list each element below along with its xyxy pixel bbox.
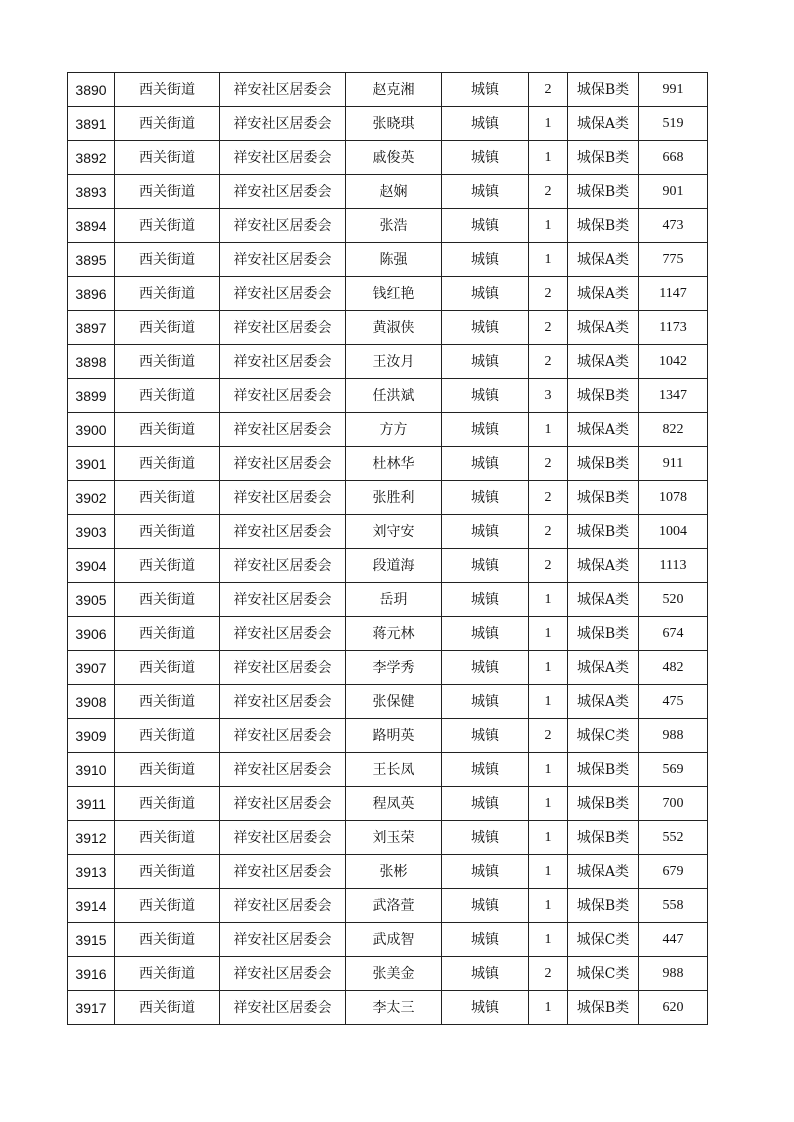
household-count-cell: 2 (529, 345, 568, 379)
category-cell: 城保A类 (568, 345, 639, 379)
amount-cell: 447 (639, 923, 708, 957)
household-count-cell: 1 (529, 889, 568, 923)
street-cell: 西关街道 (115, 345, 220, 379)
row-id-cell: 3892 (68, 141, 115, 175)
category-cell: 城保A类 (568, 855, 639, 889)
category-cell: 城保B类 (568, 447, 639, 481)
household-count-cell: 2 (529, 515, 568, 549)
category-cell: 城保B类 (568, 379, 639, 413)
household-count-cell: 1 (529, 923, 568, 957)
committee-cell: 祥安社区居委会 (220, 855, 346, 889)
table-row (68, 345, 708, 379)
row-id-cell: 3896 (68, 277, 115, 311)
street-cell: 西关街道 (115, 209, 220, 243)
household-count-cell: 1 (529, 787, 568, 821)
category-cell: 城保B类 (568, 991, 639, 1025)
area-type-cell: 城镇 (442, 209, 529, 243)
amount-cell: 1042 (639, 345, 708, 379)
name-cell: 程凤英 (346, 787, 442, 821)
name-cell: 任洪斌 (346, 379, 442, 413)
name-cell: 武成智 (346, 923, 442, 957)
row-id-cell: 3916 (68, 957, 115, 991)
name-cell: 张浩 (346, 209, 442, 243)
table-row (68, 311, 708, 345)
area-type-cell: 城镇 (442, 379, 529, 413)
street-cell: 西关街道 (115, 277, 220, 311)
area-type-cell: 城镇 (442, 243, 529, 277)
row-id-cell: 3899 (68, 379, 115, 413)
committee-cell: 祥安社区居委会 (220, 311, 346, 345)
amount-cell: 1078 (639, 481, 708, 515)
row-id-cell: 3904 (68, 549, 115, 583)
table-row (68, 753, 708, 787)
category-cell: 城保B类 (568, 175, 639, 209)
area-type-cell: 城镇 (442, 855, 529, 889)
table-row (68, 583, 708, 617)
name-cell: 张保健 (346, 685, 442, 719)
committee-cell: 祥安社区居委会 (220, 583, 346, 617)
household-count-cell: 2 (529, 277, 568, 311)
street-cell: 西关街道 (115, 379, 220, 413)
committee-cell: 祥安社区居委会 (220, 175, 346, 209)
name-cell: 杜林华 (346, 447, 442, 481)
name-cell: 陈强 (346, 243, 442, 277)
amount-cell: 901 (639, 175, 708, 209)
category-cell: 城保B类 (568, 141, 639, 175)
household-count-cell: 1 (529, 685, 568, 719)
street-cell: 西关街道 (115, 855, 220, 889)
street-cell: 西关街道 (115, 447, 220, 481)
name-cell: 方方 (346, 413, 442, 447)
street-cell: 西关街道 (115, 719, 220, 753)
row-id-cell: 3901 (68, 447, 115, 481)
row-id-cell: 3903 (68, 515, 115, 549)
household-count-cell: 1 (529, 209, 568, 243)
committee-cell: 祥安社区居委会 (220, 209, 346, 243)
amount-cell: 775 (639, 243, 708, 277)
row-id-cell: 3914 (68, 889, 115, 923)
street-cell: 西关街道 (115, 583, 220, 617)
name-cell: 刘玉荣 (346, 821, 442, 855)
street-cell: 西关街道 (115, 141, 220, 175)
committee-cell: 祥安社区居委会 (220, 379, 346, 413)
table-row (68, 651, 708, 685)
amount-cell: 668 (639, 141, 708, 175)
committee-cell: 祥安社区居委会 (220, 685, 346, 719)
table-row (68, 549, 708, 583)
row-id-cell: 3900 (68, 413, 115, 447)
category-cell: 城保C类 (568, 957, 639, 991)
household-count-cell: 1 (529, 855, 568, 889)
amount-cell: 552 (639, 821, 708, 855)
table-row (68, 515, 708, 549)
name-cell: 赵娴 (346, 175, 442, 209)
row-id-cell: 3893 (68, 175, 115, 209)
table-row (68, 617, 708, 651)
household-count-cell: 2 (529, 73, 568, 107)
table-row (68, 957, 708, 991)
household-count-cell: 1 (529, 583, 568, 617)
name-cell: 路明英 (346, 719, 442, 753)
area-type-cell: 城镇 (442, 991, 529, 1025)
street-cell: 西关街道 (115, 481, 220, 515)
name-cell: 赵克湘 (346, 73, 442, 107)
category-cell: 城保B类 (568, 753, 639, 787)
row-id-cell: 3907 (68, 651, 115, 685)
committee-cell: 祥安社区居委会 (220, 107, 346, 141)
name-cell: 李太三 (346, 991, 442, 1025)
row-id-cell: 3891 (68, 107, 115, 141)
street-cell: 西关街道 (115, 923, 220, 957)
amount-cell: 1113 (639, 549, 708, 583)
household-count-cell: 1 (529, 821, 568, 855)
household-count-cell: 1 (529, 243, 568, 277)
committee-cell: 祥安社区居委会 (220, 991, 346, 1025)
street-cell: 西关街道 (115, 413, 220, 447)
area-type-cell: 城镇 (442, 175, 529, 209)
street-cell: 西关街道 (115, 107, 220, 141)
data-table (67, 72, 708, 1025)
category-cell: 城保B类 (568, 209, 639, 243)
category-cell: 城保B类 (568, 787, 639, 821)
category-cell: 城保A类 (568, 685, 639, 719)
household-count-cell: 2 (529, 549, 568, 583)
household-count-cell: 1 (529, 413, 568, 447)
committee-cell: 祥安社区居委会 (220, 549, 346, 583)
name-cell: 张美金 (346, 957, 442, 991)
street-cell: 西关街道 (115, 73, 220, 107)
category-cell: 城保A类 (568, 583, 639, 617)
committee-cell: 祥安社区居委会 (220, 73, 346, 107)
category-cell: 城保A类 (568, 243, 639, 277)
committee-cell: 祥安社区居委会 (220, 617, 346, 651)
street-cell: 西关街道 (115, 175, 220, 209)
street-cell: 西关街道 (115, 821, 220, 855)
name-cell: 李学秀 (346, 651, 442, 685)
row-id-cell: 3911 (68, 787, 115, 821)
area-type-cell: 城镇 (442, 719, 529, 753)
area-type-cell: 城镇 (442, 481, 529, 515)
amount-cell: 988 (639, 719, 708, 753)
household-count-cell: 2 (529, 719, 568, 753)
area-type-cell: 城镇 (442, 311, 529, 345)
name-cell: 岳玥 (346, 583, 442, 617)
table-row (68, 447, 708, 481)
amount-cell: 475 (639, 685, 708, 719)
row-id-cell: 3905 (68, 583, 115, 617)
amount-cell: 991 (639, 73, 708, 107)
table-row (68, 685, 708, 719)
category-cell: 城保A类 (568, 651, 639, 685)
table-row (68, 107, 708, 141)
area-type-cell: 城镇 (442, 685, 529, 719)
table-row (68, 991, 708, 1025)
street-cell: 西关街道 (115, 243, 220, 277)
area-type-cell: 城镇 (442, 583, 529, 617)
area-type-cell: 城镇 (442, 141, 529, 175)
area-type-cell: 城镇 (442, 617, 529, 651)
committee-cell: 祥安社区居委会 (220, 345, 346, 379)
committee-cell: 祥安社区居委会 (220, 787, 346, 821)
committee-cell: 祥安社区居委会 (220, 243, 346, 277)
name-cell: 刘守安 (346, 515, 442, 549)
row-id-cell: 3915 (68, 923, 115, 957)
row-id-cell: 3912 (68, 821, 115, 855)
category-cell: 城保A类 (568, 549, 639, 583)
amount-cell: 700 (639, 787, 708, 821)
area-type-cell: 城镇 (442, 923, 529, 957)
street-cell: 西关街道 (115, 515, 220, 549)
committee-cell: 祥安社区居委会 (220, 481, 346, 515)
row-id-cell: 3908 (68, 685, 115, 719)
household-count-cell: 2 (529, 481, 568, 515)
street-cell: 西关街道 (115, 685, 220, 719)
table-row (68, 175, 708, 209)
table-body (68, 73, 708, 1025)
committee-cell: 祥安社区居委会 (220, 277, 346, 311)
committee-cell: 祥安社区居委会 (220, 447, 346, 481)
amount-cell: 1147 (639, 277, 708, 311)
area-type-cell: 城镇 (442, 821, 529, 855)
household-count-cell: 1 (529, 141, 568, 175)
street-cell: 西关街道 (115, 549, 220, 583)
household-count-cell: 2 (529, 311, 568, 345)
area-type-cell: 城镇 (442, 107, 529, 141)
row-id-cell: 3902 (68, 481, 115, 515)
area-type-cell: 城镇 (442, 515, 529, 549)
table-row (68, 719, 708, 753)
household-count-cell: 1 (529, 651, 568, 685)
street-cell: 西关街道 (115, 991, 220, 1025)
row-id-cell: 3895 (68, 243, 115, 277)
household-count-cell: 3 (529, 379, 568, 413)
row-id-cell: 3913 (68, 855, 115, 889)
category-cell: 城保C类 (568, 719, 639, 753)
committee-cell: 祥安社区居委会 (220, 651, 346, 685)
name-cell: 王汝月 (346, 345, 442, 379)
row-id-cell: 3910 (68, 753, 115, 787)
amount-cell: 674 (639, 617, 708, 651)
amount-cell: 679 (639, 855, 708, 889)
committee-cell: 祥安社区居委会 (220, 515, 346, 549)
amount-cell: 988 (639, 957, 708, 991)
committee-cell: 祥安社区居委会 (220, 889, 346, 923)
table-row (68, 923, 708, 957)
name-cell: 张晓琪 (346, 107, 442, 141)
area-type-cell: 城镇 (442, 73, 529, 107)
amount-cell: 520 (639, 583, 708, 617)
committee-cell: 祥安社区居委会 (220, 753, 346, 787)
amount-cell: 822 (639, 413, 708, 447)
table-row (68, 277, 708, 311)
name-cell: 段道海 (346, 549, 442, 583)
table-row (68, 787, 708, 821)
area-type-cell: 城镇 (442, 413, 529, 447)
row-id-cell: 3898 (68, 345, 115, 379)
committee-cell: 祥安社区居委会 (220, 957, 346, 991)
street-cell: 西关街道 (115, 957, 220, 991)
category-cell: 城保A类 (568, 413, 639, 447)
street-cell: 西关街道 (115, 787, 220, 821)
amount-cell: 558 (639, 889, 708, 923)
name-cell: 张胜利 (346, 481, 442, 515)
household-count-cell: 1 (529, 107, 568, 141)
amount-cell: 911 (639, 447, 708, 481)
name-cell: 王长凤 (346, 753, 442, 787)
category-cell: 城保A类 (568, 277, 639, 311)
area-type-cell: 城镇 (442, 345, 529, 379)
area-type-cell: 城镇 (442, 753, 529, 787)
name-cell: 黄淑侠 (346, 311, 442, 345)
area-type-cell: 城镇 (442, 447, 529, 481)
category-cell: 城保B类 (568, 889, 639, 923)
area-type-cell: 城镇 (442, 787, 529, 821)
household-count-cell: 1 (529, 753, 568, 787)
area-type-cell: 城镇 (442, 889, 529, 923)
table-row (68, 141, 708, 175)
committee-cell: 祥安社区居委会 (220, 923, 346, 957)
category-cell: 城保A类 (568, 107, 639, 141)
household-count-cell: 2 (529, 957, 568, 991)
committee-cell: 祥安社区居委会 (220, 719, 346, 753)
household-count-cell: 2 (529, 175, 568, 209)
table-row (68, 413, 708, 447)
area-type-cell: 城镇 (442, 277, 529, 311)
amount-cell: 569 (639, 753, 708, 787)
table-row (68, 379, 708, 413)
table-row (68, 821, 708, 855)
amount-cell: 1004 (639, 515, 708, 549)
row-id-cell: 3897 (68, 311, 115, 345)
amount-cell: 1347 (639, 379, 708, 413)
street-cell: 西关街道 (115, 311, 220, 345)
name-cell: 武洛萱 (346, 889, 442, 923)
table-row (68, 209, 708, 243)
amount-cell: 1173 (639, 311, 708, 345)
household-count-cell: 2 (529, 447, 568, 481)
street-cell: 西关街道 (115, 889, 220, 923)
row-id-cell: 3894 (68, 209, 115, 243)
name-cell: 钱红艳 (346, 277, 442, 311)
committee-cell: 祥安社区居委会 (220, 141, 346, 175)
name-cell: 蒋元林 (346, 617, 442, 651)
table-row (68, 481, 708, 515)
table-row (68, 889, 708, 923)
category-cell: 城保A类 (568, 311, 639, 345)
area-type-cell: 城镇 (442, 957, 529, 991)
table-row (68, 855, 708, 889)
category-cell: 城保B类 (568, 73, 639, 107)
street-cell: 西关街道 (115, 651, 220, 685)
category-cell: 城保B类 (568, 617, 639, 651)
area-type-cell: 城镇 (442, 549, 529, 583)
amount-cell: 620 (639, 991, 708, 1025)
row-id-cell: 3917 (68, 991, 115, 1025)
household-count-cell: 1 (529, 991, 568, 1025)
area-type-cell: 城镇 (442, 651, 529, 685)
household-count-cell: 1 (529, 617, 568, 651)
name-cell: 张彬 (346, 855, 442, 889)
row-id-cell: 3890 (68, 73, 115, 107)
category-cell: 城保B类 (568, 481, 639, 515)
table-row (68, 243, 708, 277)
committee-cell: 祥安社区居委会 (220, 413, 346, 447)
street-cell: 西关街道 (115, 753, 220, 787)
committee-cell: 祥安社区居委会 (220, 821, 346, 855)
table-row (68, 73, 708, 107)
row-id-cell: 3909 (68, 719, 115, 753)
amount-cell: 519 (639, 107, 708, 141)
street-cell: 西关街道 (115, 617, 220, 651)
row-id-cell: 3906 (68, 617, 115, 651)
amount-cell: 482 (639, 651, 708, 685)
amount-cell: 473 (639, 209, 708, 243)
category-cell: 城保B类 (568, 515, 639, 549)
category-cell: 城保C类 (568, 923, 639, 957)
name-cell: 戚俊英 (346, 141, 442, 175)
category-cell: 城保B类 (568, 821, 639, 855)
